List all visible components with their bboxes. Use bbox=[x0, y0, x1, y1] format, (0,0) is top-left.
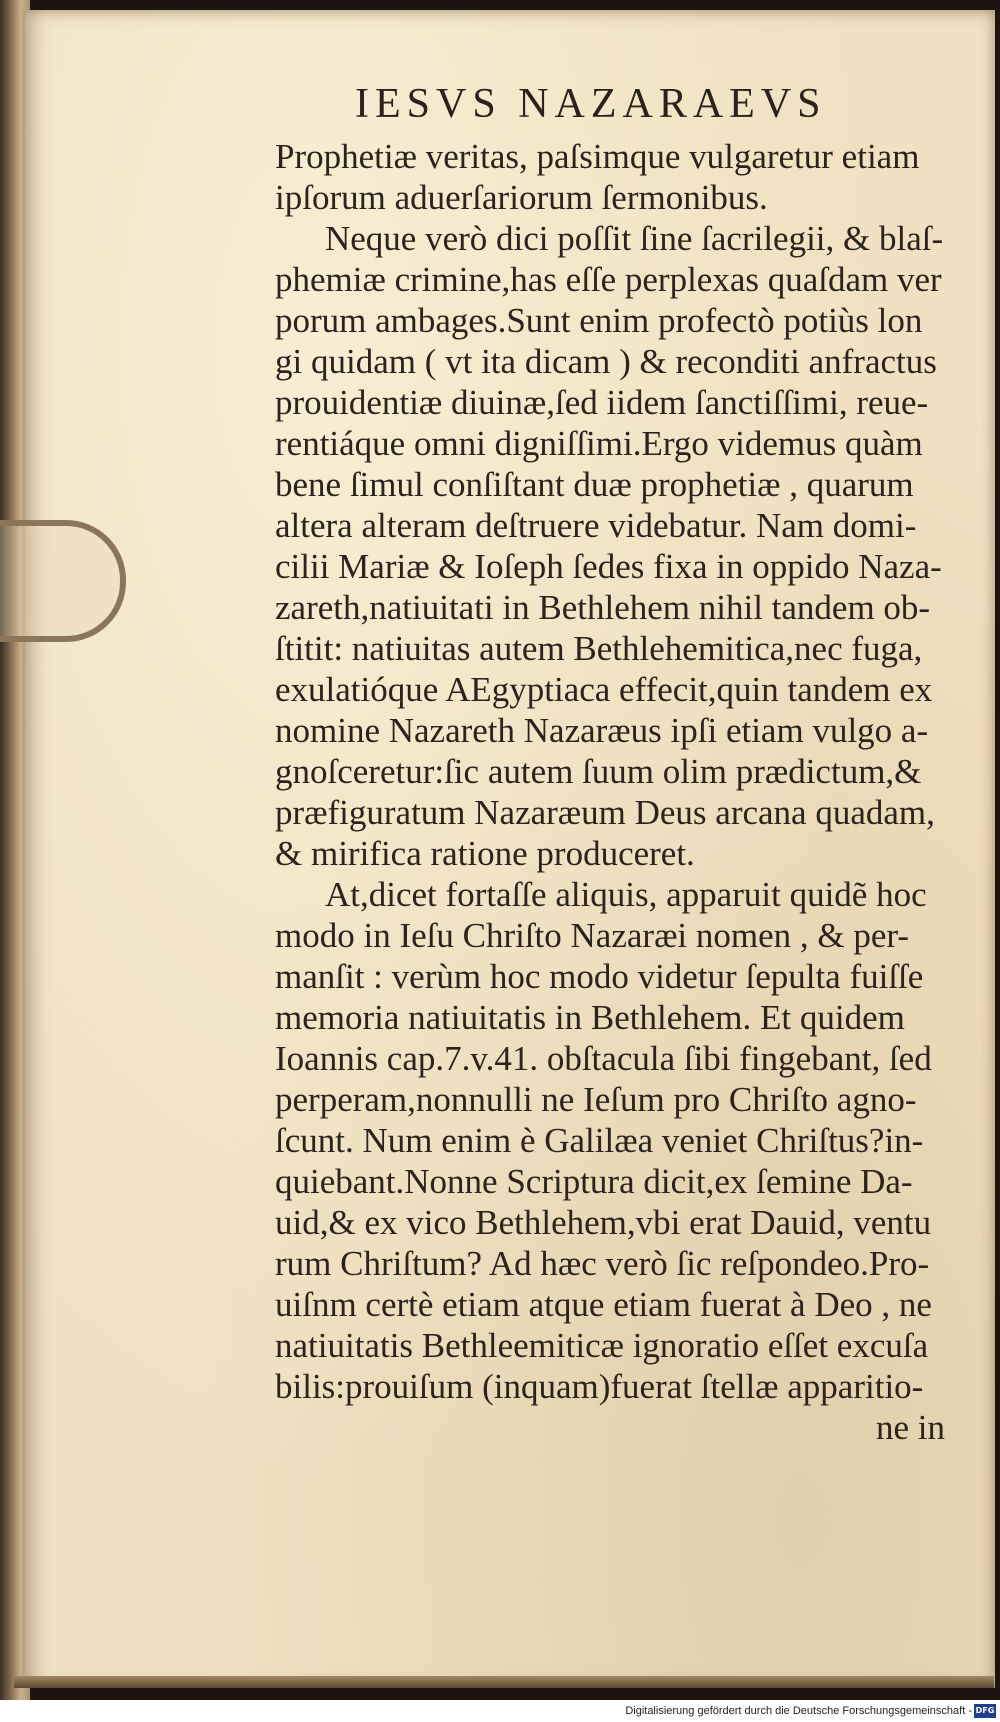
text-line: perperam,nonnulli ne Ieſum pro Chriſto agno- bbox=[275, 1080, 917, 1119]
text-line: Ioannis cap.7.v.41. obſtacula ſibi fingebant, ſed bbox=[275, 1039, 932, 1078]
text-line: uiſnm certè etiam atque etiam fuerat à Deo , ne bbox=[275, 1285, 932, 1324]
text-line: rentiáque omni digniſſimi.Ergo videmus quàm bbox=[275, 424, 923, 463]
footer-credit-text: Digitalisierung gefördert durch die Deutsche Forschungsgemeinschaft - bbox=[625, 1705, 972, 1717]
text-line: ſtitit: natiuitas autem Bethlehemitica,nec fuga, bbox=[275, 629, 923, 668]
text-line: prouidentiæ diuinæ,ſed iidem ſanctiſſimi, reue- bbox=[275, 383, 929, 422]
book-clasp bbox=[0, 520, 126, 642]
text-line: ſcunt. Num enim è Galilæa veniet Chriſtus?in- bbox=[275, 1121, 924, 1160]
catchword: ne in bbox=[875, 1408, 945, 1447]
text-line: bene ſimul conſiſtant duæ prophetiæ , quarum bbox=[275, 465, 914, 504]
text-line: porum ambages.Sunt enim profectò potiùs lon bbox=[275, 301, 923, 340]
text-line: rum Chriſtum? Ad hæc verò ſic reſpondeo.Pro- bbox=[275, 1244, 930, 1283]
text-line: uid,& ex vico Bethlehem,vbi erat Dauid, ventu bbox=[275, 1203, 932, 1242]
text-line: natiuitatis Bethleemiticæ ignoratio eſſet excuſa bbox=[275, 1326, 929, 1365]
digitization-footer bbox=[0, 1702, 1000, 1722]
text-line: bilis:prouiſum (inquam)fuerat ſtellæ apparitio- bbox=[275, 1367, 924, 1406]
text-line: ipſorum aduerſariorum ſermonibus. bbox=[275, 178, 768, 217]
page-bottom-edge bbox=[14, 1676, 994, 1688]
text-line: nomine Nazareth Nazaræus ipſi etiam vulgo a- bbox=[275, 711, 929, 750]
text-line: præfiguratum Nazaræum Deus arcana quadam, bbox=[275, 793, 935, 832]
text-line: zareth,natiuitati in Bethlehem nihil tandem ob- bbox=[275, 588, 931, 627]
book-page bbox=[22, 10, 995, 1688]
text-line: altera alteram deſtruere videbatur. Nam domi- bbox=[275, 506, 917, 545]
running-header: IESVS NAZARAEVS bbox=[355, 81, 827, 127]
text-line: memoria natiuitatis in Bethlehem. Et quidem bbox=[275, 998, 905, 1037]
text-line: cilii Mariæ & Ioſeph ſedes fixa in oppido Naza- bbox=[275, 547, 942, 586]
text-line: Neque verò dici poſſit ſine ſacrilegii, & blaſ- bbox=[325, 219, 944, 258]
text-line: modo in Ieſu Chriſto Nazaræi nomen , & per- bbox=[275, 916, 910, 955]
text-line: Prophetiæ veritas, paſsimque vulgaretur etiam bbox=[275, 137, 920, 176]
dfg-logo-icon: DFG bbox=[974, 1704, 996, 1718]
text-line: gnoſceretur:ſic autem ſuum olim prædictum,& bbox=[275, 752, 922, 791]
text-line: gi quidam ( vt ita dicam ) & reconditi anfractus bbox=[275, 342, 937, 381]
text-line: At,dicet fortaſſe aliquis, apparuit quidẽ hoc bbox=[325, 875, 927, 914]
text-line: manſit : verùm hoc modo videtur ſepulta fuiſſe bbox=[275, 957, 924, 996]
text-line: exulatióque AEgyptiaca effecit,quin tandem ex bbox=[275, 670, 933, 709]
text-line: quiebant.Nonne Scriptura dicit,ex ſemine Da- bbox=[275, 1162, 913, 1201]
text-line: & mirifica ratione produceret. bbox=[275, 834, 695, 873]
page-body-text bbox=[275, 136, 965, 1448]
text-line: phemiæ crimine,has eſſe perplexas quaſdam ver bbox=[275, 260, 942, 299]
